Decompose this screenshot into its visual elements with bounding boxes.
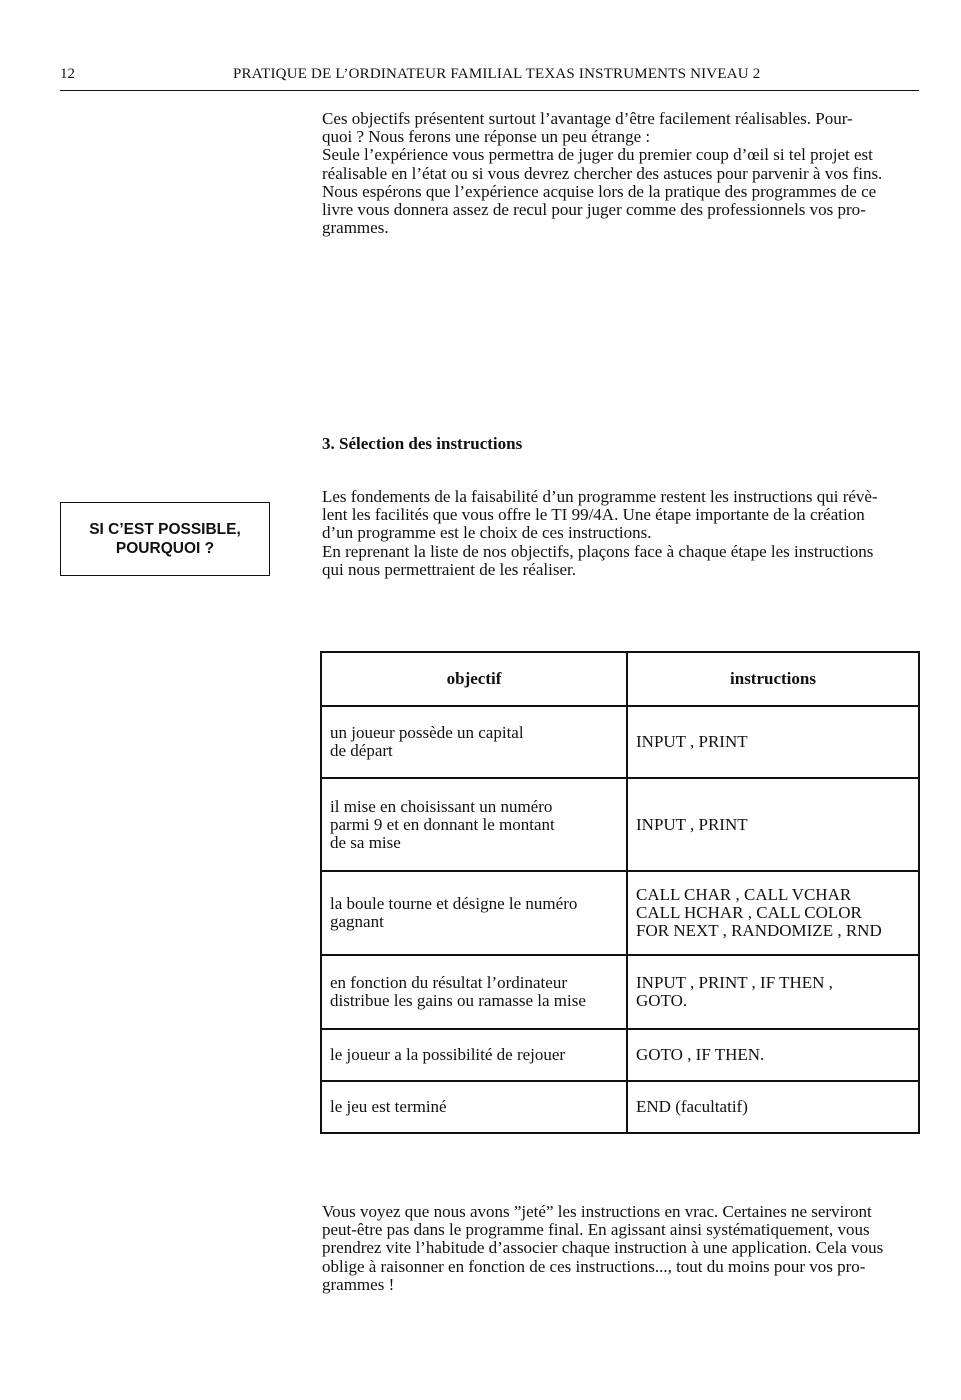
objectif-cell [321, 1081, 627, 1133]
cell-line: END (facultatif) [636, 1097, 748, 1116]
objectif-cell [321, 1029, 627, 1081]
cell-line: la boule tourne et désigne le numéro [330, 894, 578, 913]
running-header: PRATIQUE DE L’ORDINATEUR FAMILIAL TEXAS INSTRUMENTS NIVEAU 2 [233, 66, 761, 82]
table-row [321, 1081, 919, 1133]
text-line: quoi ? Nous ferons une réponse un peu étrange : [322, 127, 651, 147]
text-line: Vous voyez que nous avons ”jeté” les instructions en vrac. Certaines ne serviront [322, 1202, 872, 1221]
cell-line: CALL CHAR , CALL VCHAR [636, 885, 852, 904]
cell-line: INPUT , PRINT [636, 814, 748, 834]
cell-line: FOR NEXT , RANDOMIZE , RND [636, 921, 882, 940]
instructions-cell [627, 778, 919, 871]
text-line: d’un programme est le choix de ces instructions. [322, 523, 652, 543]
text-line: grammes ! [322, 1274, 395, 1294]
table-row [321, 778, 919, 871]
text-line: lent les facilités que vous offre le TI 99/4A. Une étape importante de la création [322, 505, 865, 525]
instructions-cell [627, 871, 919, 955]
text-line: peut-être pas dans le programme final. En agissant ainsi systématiquement, vous [322, 1220, 870, 1240]
text-line: Nous espérons que l’expérience acquise lors de la pratique des programmes de ce [322, 181, 877, 201]
table-row [321, 955, 919, 1029]
header-rule [60, 90, 919, 91]
cell-line: de sa mise [330, 832, 401, 852]
cell-line: INPUT , PRINT [636, 732, 748, 751]
cell-line: en fonction du résultat l’ordinateur [330, 973, 567, 992]
text-line: réalisable en l’état ou si vous devrez chercher des astuces pour parvenir à vos fins. [322, 163, 883, 183]
margin-note-line: SI C’EST POSSIBLE, [89, 521, 241, 538]
cell-line: parmi 9 et en donnant le montant [330, 814, 555, 834]
objectif-cell [321, 871, 627, 955]
cell-line: GOTO , IF THEN. [636, 1045, 765, 1064]
text-line: prendrez vite l’habitude d’associer chaque instruction à une application. Cela vous [322, 1238, 884, 1258]
text-line: grammes. [322, 218, 389, 238]
text-line: oblige à raisonner en fonction de ces instructions..., tout du moins pour vos pro- [322, 1256, 866, 1276]
instructions-cell [627, 1081, 919, 1133]
section-paragraph [322, 488, 922, 579]
instructions-cell [627, 955, 919, 1029]
cell-line: de départ [330, 741, 393, 760]
table-header-row [321, 652, 919, 706]
cell-line: il mise en choisissant un numéro [330, 796, 553, 816]
cell-line: GOTO. [636, 991, 688, 1010]
text-line: Les fondements de la faisabilité d’un programme restent les instructions qui révè- [322, 487, 878, 506]
objectif-cell [321, 955, 627, 1029]
objectif-cell [321, 778, 627, 871]
closing-paragraph [322, 1203, 922, 1294]
cell-line: gagnant [330, 912, 384, 931]
cell-line: le jeu est terminé [330, 1097, 447, 1116]
cell-line: INPUT , PRINT , IF THEN , [636, 973, 833, 992]
text-line: qui nous permettraient de les réaliser. [322, 559, 576, 579]
column-header-instructions: instructions [627, 652, 919, 706]
intro-paragraph [322, 110, 922, 237]
table-row [321, 706, 919, 778]
table-row [321, 871, 919, 955]
cell-line: distribue les gains ou ramasse la mise [330, 991, 586, 1010]
table-row [321, 1029, 919, 1081]
text-line: Seule l’expérience vous permettra de juger du premier coup d’œil si tel projet est [322, 145, 873, 165]
text-line: livre vous donnera assez de recul pour juger comme des professionnels vos pro- [322, 200, 866, 220]
column-header-objectif: objectif [321, 652, 627, 706]
text-line: Ces objectifs présentent surtout l’avantage d’être facilement réalisables. Pour- [322, 109, 853, 128]
section-heading: 3. Sélection des instructions [322, 434, 523, 453]
page-number: 12 [60, 66, 75, 82]
instructions-cell [627, 706, 919, 778]
margin-note-line: POURQUOI ? [115, 540, 215, 557]
instructions-cell [627, 1029, 919, 1081]
text-line: En reprenant la liste de nos objectifs, plaçons face à chaque étape les instructions [322, 541, 874, 561]
cell-line: le joueur a la possibilité de rejouer [330, 1045, 566, 1064]
cell-line: un joueur possède un capital [330, 723, 524, 742]
objectif-cell [321, 706, 627, 778]
margin-note-box [60, 502, 270, 576]
objectives-table [320, 651, 920, 1134]
cell-line: CALL HCHAR , CALL COLOR [636, 903, 862, 922]
